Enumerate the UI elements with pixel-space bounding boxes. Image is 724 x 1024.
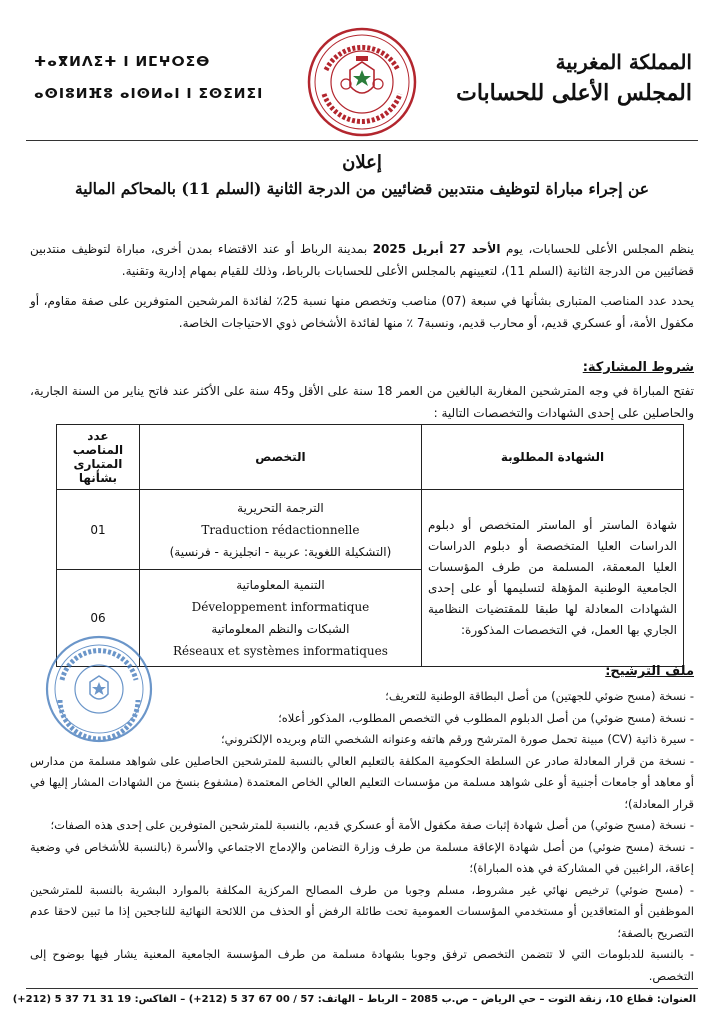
certificate-cell: شهادة الماستر أو الماستر المتخصص أو دبلوم الدراسات العليا المتخصصة أو دبلوم الدراسات العليا المعمقة، المسلمة من طرف المؤسسات الجامعية الوطنية المؤهلة لتسليمها أو على إحدى الشهادات المعادلة لها طبقا للمقتضيات النظامية الجاري بها العمل، في التخصصات المذكورة: <box>422 490 684 667</box>
specialty-ar-2: الشبكات والنظم المعلوماتية <box>211 622 350 636</box>
conditions-text: تفتح المباراة في وجه المترشحين المغاربة البالغين من العمر 18 سنة على الأقل و45 سنة على الأكثر عند فاتح يناير من السنة الجارية، والحاصلين على إحدى الشهادات والتخصصات التالية : <box>30 384 694 420</box>
dossier-list <box>30 686 694 987</box>
specialty-note: (التشكيلة اللغوية: عربية - انجليزية - فرنسية) <box>169 544 392 559</box>
title-subject: عن إجراء مباراة لتوظيف منتدبين قضائيين من الدرجة الثانية (السلم 11) بالمحاكم المالية <box>74 179 650 198</box>
specialty-fr: Traduction rédactionnelle <box>201 522 360 537</box>
header-tifinagh <box>34 54 264 118</box>
dossier-title: ملف الترشيح: <box>605 664 694 679</box>
header-posts: عدد المناصب المتبارى بشأنها <box>57 425 140 490</box>
title-announcement: إعلان <box>342 152 382 173</box>
kingdom-name: المملكة المغربية <box>555 50 692 74</box>
specialty-fr: Développement informatique <box>191 600 370 614</box>
header-certificate: الشهادة المطلوبة <box>422 425 684 490</box>
posts-count: 01 <box>57 490 140 570</box>
list-item: - (مسح ضوئي) ترخيص نهائي غير مشروط، مسلم وجوبا من طرف المصالح المركزية المكلفة بالموارد البشرية بالنسبة للمترشحين الموظفين أو المتعاقدين أو مستخدمي المؤسسات العمومية تحت طائلة الرفض أو الحذف من اللائحة النهائية للناجحين إذا ما تبين لاحقا عدم التصريح بالصفة؛ <box>30 882 694 940</box>
tifinagh-court: ⴰⵙⵏⵓⵍⴼⵓ ⴰⵏⵙⵍⴰⵏ ⵏ ⵉⵙⵉⵍⵉⵏ <box>34 86 264 102</box>
specialty-ar: التنمية المعلوماتية <box>236 578 325 592</box>
specialty-cell <box>139 570 421 667</box>
list-item: - سيرة ذاتية (CV) مبينة تحمل صورة المترشح ورقم هاتفه وعنوانه الشخصي التام وبريده الإلكتروني؛ <box>221 732 694 746</box>
specialty-cell <box>139 490 421 570</box>
list-item: - نسخة (مسح ضوئي) من أصل شهادة إثبات صفة مكفول الأمة أو عسكري قديم، بالنسبة للمترشحين المتوفرين على إحدى هذه الصفات؛ <box>50 818 694 832</box>
header-specialty: التخصص <box>139 425 421 490</box>
intro-paragraph-2: يحدد عدد المناصب المتبارى بشأنها في سبعة (07) مناصب وتخصص منها نسبة 25٪ لفائدة المرشحين المتوفرين على صفة مقاوم، أو مكفول الأمة، أو عسكري قديم، أو محارب قديم، ونسبة7 ٪ منها لفائدة الأشخاص ذوي الاحتياجات الخاصة. <box>30 294 694 330</box>
court-seal-icon <box>306 26 418 138</box>
table-row <box>57 490 684 570</box>
posts-count: 06 <box>57 570 140 667</box>
header-divider <box>26 140 698 141</box>
specialty-fr-2: Réseaux et systèmes informatiques <box>173 644 388 658</box>
list-item: - نسخة (مسح ضوئي للجهتين) من أصل البطاقة الوطنية للتعريف؛ <box>385 689 694 703</box>
posts-table <box>56 424 684 667</box>
intro-paragraph-1: ينظم المجلس الأعلى للحسابات، يوم الأحد 27 أبريل 2025 بمدينة الرباط أو عند الاقتضاء بمدن أخرى، مباراة لتوظيف منتدبين قضائيين من الدرجة الثانية (السلم 11)، لتعيينهم بالمجلس الأعلى للحسابات بالرباط، وذلك للقيام بمهام إدارية وتقنية. <box>30 242 695 278</box>
list-item: - نسخة (مسح ضوئي) من أصل الدبلوم المطلوب في التخصص المطلوب، المذكور أعلاه؛ <box>278 710 694 725</box>
footer-address: العنوان: قطاع 10، زنقة التوت – حي الرياض – ص.ب 2085 – الرباط – الهاتف: 57 / 00 67 37 5 (212+) – الفاكس: 19 31 71 37 5 (212+) <box>12 994 696 1005</box>
exam-date: الأحد 27 أبريل 2025 <box>372 242 501 256</box>
list-item: - بالنسبة للدبلومات التي لا تتضمن التخصص ترفق وجوبا بشهادة مسلمة من طرف المؤسسة الجامعية المعنية يشار فيها بوضوح إلى التخصص. <box>30 947 694 983</box>
specialty-ar: الترجمة التحريرية <box>237 500 324 515</box>
list-item: - نسخة (مسح ضوئي) من أصل شهادة الإعاقة مسلمة من طرف وزارة التضامن والإدماج الاجتماعي والأسرة (بالنسبة للأشخاص في وضعية إعاقة، الراغبين في المشاركة في هذه المباراة)؛ <box>30 839 694 875</box>
announcement-title <box>30 152 694 198</box>
table-header-row <box>57 425 684 490</box>
conditions-title: شروط المشاركة: <box>582 360 694 375</box>
footer-divider <box>26 988 698 989</box>
list-item: - نسخة من قرار المعادلة صادر عن السلطة الحكومية المكلفة بالتعليم العالي بالنسبة للمترشحين الحاصلين على شواهد مسلمة من مدارس أو معاهد أو جامعات أجنبية أو على شواهد مسلمة من مؤسسات التعليم العالي الخاص المعتمدة (مشفوع بنسخ من الشهادات المشار إليها في قرار المعادلة)؛ <box>30 753 694 811</box>
tifinagh-kingdom: ⵜⴰⴳⵍⴷⵉⵜ ⵏ ⵍⵎⵖⵔⵉⴱ <box>34 54 211 70</box>
header-arabic <box>456 50 692 106</box>
court-name: المجلس الأعلى للحسابات <box>456 80 692 106</box>
